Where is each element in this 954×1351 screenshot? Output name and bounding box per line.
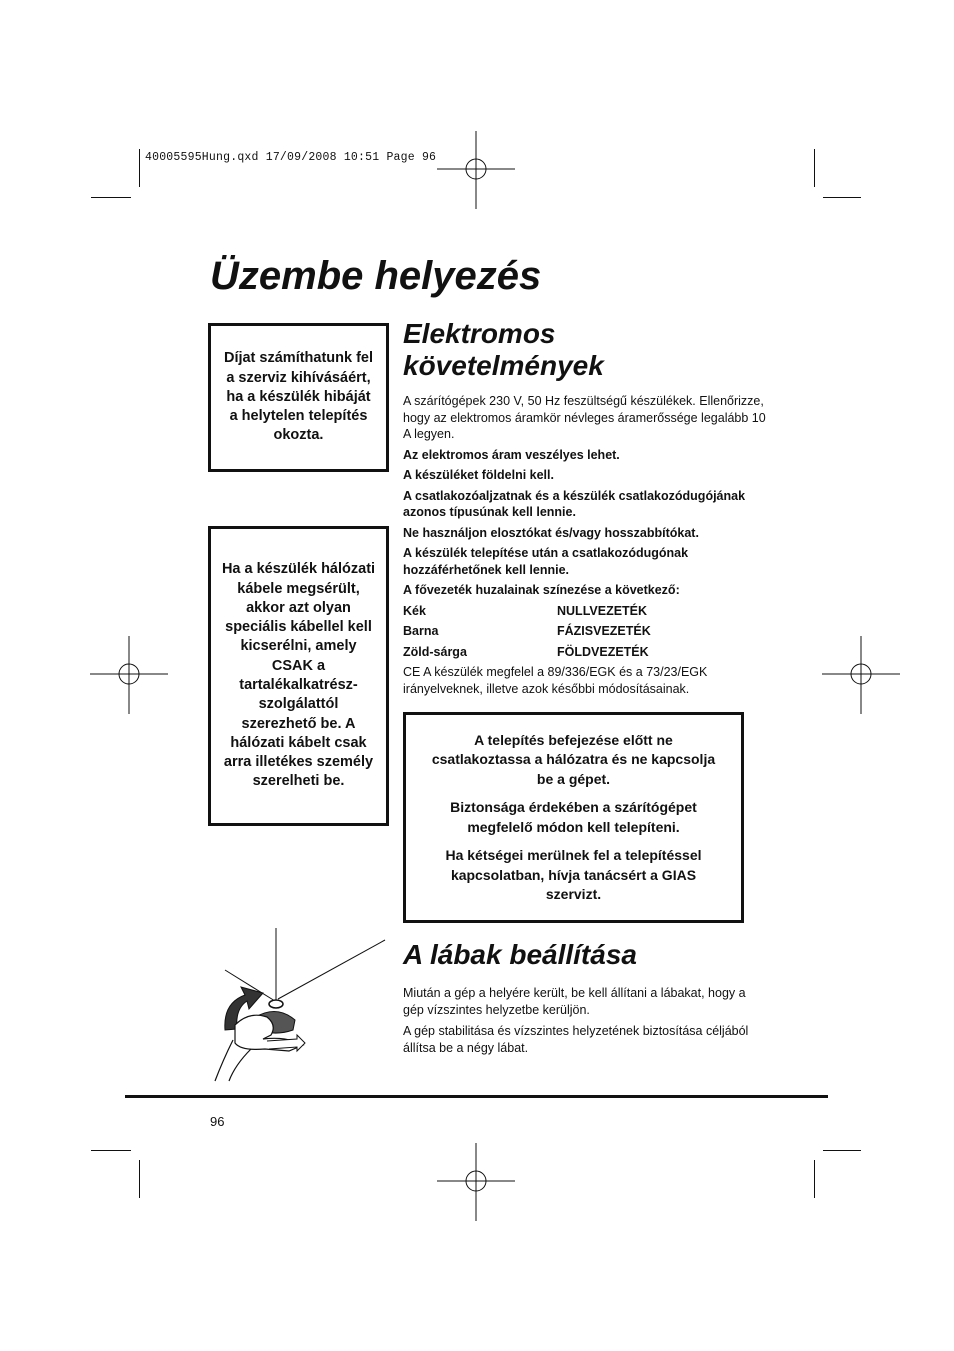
wire-color: Zöld-sárga: [403, 644, 467, 659]
electrical-warning: A készülék telepítése után a csatlakozódugónak hozzáférhetőnek kell lennie.: [403, 546, 689, 577]
wire-row: [403, 603, 773, 620]
installation-warning: Biztonsága érdekében a szárítógépet megfelelő módon kell telepíteni.: [450, 799, 697, 835]
electrical-section: [403, 393, 773, 701]
page-title: Üzembe helyezés: [210, 254, 542, 298]
page-number: 96: [210, 1114, 225, 1129]
crop-mark: [814, 1160, 815, 1198]
installation-warning-box: [403, 712, 744, 923]
power-cable-notice: [208, 526, 389, 826]
ce-note: CE A készülék megfelel a 89/336/EGK és a 73/23/EGK irányelveknek, illetve azok későbbi módosításainak.: [403, 665, 708, 696]
registration-mark-left: [90, 636, 170, 716]
footer-rule: [125, 1095, 828, 1098]
foot-adjustment-illustration: [205, 925, 390, 1085]
registration-mark-top: [437, 131, 517, 211]
crop-mark: [139, 149, 140, 187]
installation-warning: Ha kétségei merülnek fel a telepítéssel kapcsolatban, hívja tanácsért a GIAS szervizt.: [445, 847, 702, 902]
wire-row: [403, 644, 773, 661]
electrical-intro: A szárítógépek 230 V, 50 Hz feszültségű készülékek. Ellenőrizze, hogy az elektromos áramkör névleges áramerőssége legalább 10 A legyen.: [403, 394, 766, 441]
crop-mark: [91, 1150, 131, 1151]
electrical-warning: A csatlakozóaljzatnak és a készülék csatlakozódugójának azonos típusúnak kell lennie.: [403, 488, 746, 519]
crop-mark: [139, 1160, 140, 1198]
crop-mark: [91, 197, 131, 198]
crop-mark: [814, 149, 815, 187]
electrical-warning: Az elektromos áram veszélyes lehet.: [403, 447, 620, 462]
power-cable-text: Ha a készülék hálózati kábele megsérült, akkor azt olyan speciális kábellel kell kicserélni, amely CSAK a tartalékalkatrész-szolgálattól szerezhető be. A hálózati kábelt csak arra illetékes személy szerelheti be.: [221, 561, 376, 790]
wire-color: Barna: [403, 624, 439, 638]
wire-color: Kék: [403, 603, 426, 618]
print-slug: 40005595Hung.qxd 17/09/2008 10:51 Page 96: [145, 151, 437, 164]
electrical-warning: A fővezeték huzalainak színezése a következő:: [403, 583, 680, 597]
installation-warning: A telepítés befejezése előtt ne csatlakoztassa a hálózatra és ne kapcsolja be a gépet.: [431, 731, 716, 787]
registration-mark-right: [822, 636, 902, 716]
electrical-heading: Elektromos követelmények: [403, 318, 604, 381]
wire-name: NULLVEZETÉK: [557, 603, 648, 618]
crop-mark: [823, 1150, 861, 1151]
feet-section: [403, 985, 753, 1060]
wire-row: [403, 623, 773, 640]
crop-mark: [823, 197, 861, 198]
electrical-warning: A készüléket földelni kell.: [403, 468, 554, 482]
wire-name: FÖLDVEZETÉK: [557, 644, 649, 659]
feet-heading: A lábak beállítása: [403, 939, 637, 970]
service-charge-text: Díjat számíthatunk fel a szerviz kihívásáért, ha a készülék hibáját a helytelen telepítés okozta.: [223, 350, 374, 444]
registration-mark-bottom: [437, 1143, 517, 1223]
service-charge-notice: [208, 323, 389, 472]
electrical-warning: Ne használjon elosztókat és/vagy hosszabbítókat.: [403, 525, 699, 540]
wire-name: FÁZISVEZETÉK: [557, 624, 651, 638]
feet-paragraph: A gép stabilitása és vízszintes helyzetének biztosítása céljából állítsa be a négy lábat.: [403, 1024, 749, 1055]
feet-paragraph: Miután a gép a helyére került, be kell állítani a lábakat, hogy a gép vízszintes helyzetbe kerüljön.: [403, 986, 746, 1017]
